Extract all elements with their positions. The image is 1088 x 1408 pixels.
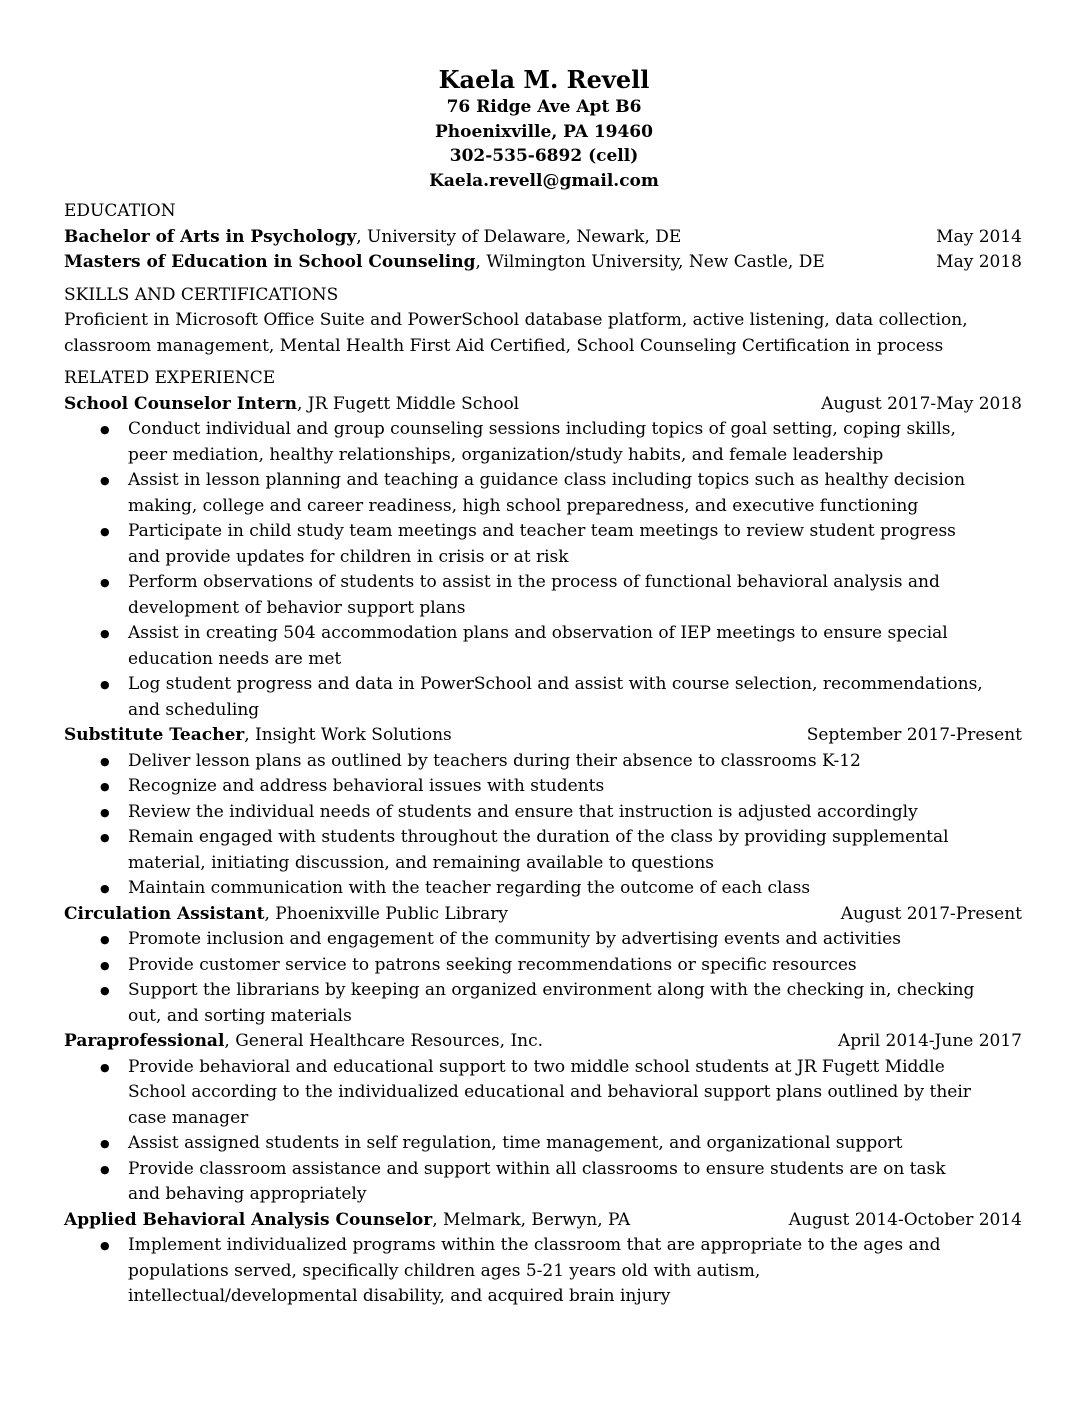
- job-date: August 2017-May 2018: [821, 393, 1022, 414]
- job-date: August 2014-October 2014: [788, 1209, 1022, 1230]
- job-header: [64, 392, 1022, 418]
- bullet-item: [64, 927, 1022, 953]
- bullet-item: [64, 825, 1022, 876]
- bullet-line: and scheduling: [128, 699, 260, 720]
- job-role: Circulation Assistant: [64, 903, 265, 924]
- job-role: Substitute Teacher: [64, 725, 245, 745]
- bullet-line: case manager: [128, 1107, 249, 1128]
- education-item: [64, 225, 1022, 251]
- bullet-item: [64, 1157, 1022, 1208]
- job-bullets: [64, 1055, 1022, 1208]
- address-line-2: Phoenixville, PA 19460: [435, 121, 653, 142]
- bullet-item: [64, 953, 1022, 979]
- degree: Bachelor of Arts in Psychology: [64, 226, 357, 247]
- bullet-item: [64, 978, 1022, 1029]
- job-bullets: [64, 1233, 1022, 1310]
- job-bullets: [64, 417, 1022, 723]
- skills-line: Proficient in Microsoft Office Suite and PowerSchool database platform, active listening, data collection,: [64, 310, 968, 330]
- candidate-name: Kaela M. Revell: [438, 65, 650, 94]
- school: , University of Delaware, Newark, DE: [356, 226, 682, 247]
- bullet-item: [64, 519, 1022, 570]
- phone-number: 302-535-6892 (cell): [449, 146, 639, 166]
- bullet-line: development of behavior support plans: [128, 597, 466, 618]
- bullet-item: [64, 417, 1022, 468]
- bullet-line: ● Recognize and address behavioral issues with students: [128, 776, 605, 796]
- bullet-line: making, college and career readiness, high school preparedness, and executive functioning: [128, 495, 919, 516]
- bullet-line: material, initiating discussion, and remaining available to questions: [128, 852, 715, 873]
- bullet-line: ● Perform observations of students to assist in the process of functional behavioral analysis and: [128, 572, 940, 592]
- education-date: May 2018: [936, 252, 1022, 272]
- bullet-line: ● Promote inclusion and engagement of the community by advertising events and activities: [128, 929, 901, 949]
- job-date: April 2014-June 2017: [837, 1031, 1022, 1051]
- job-organization: , Insight Work Solutions: [244, 725, 452, 745]
- school: , Wilmington University, New Castle, DE: [475, 252, 825, 272]
- job-role: Paraprofessional: [64, 1031, 225, 1051]
- job-header: [64, 723, 1022, 749]
- bullet-line: ● Participate in child study team meetings and teacher team meetings to review student progress: [128, 521, 956, 541]
- job-date: September 2017-Present: [806, 725, 1022, 745]
- bullet-item: [64, 1131, 1022, 1157]
- job-bullets: [64, 927, 1022, 1029]
- degree: Masters of Education in School Counseling: [64, 252, 476, 272]
- resume-body: [64, 199, 1022, 1310]
- job-role: School Counselor Intern: [64, 393, 297, 414]
- bullet-line: ● Provide behavioral and educational support to two middle school students at JR Fugett Middle: [128, 1056, 945, 1077]
- experience-list: [64, 392, 1022, 1310]
- bullet-line: populations served, specifically children ages 5-21 years old with autism,: [128, 1260, 761, 1281]
- job-header: [64, 1029, 1022, 1055]
- bullet-item: [64, 468, 1022, 519]
- bullet-line: and behaving appropriately: [128, 1184, 367, 1204]
- bullet-item: [64, 621, 1022, 672]
- bullet-line: peer mediation, healthy relationships, organization/study habits, and female leadership: [128, 444, 884, 465]
- bullet-line: ● Assist assigned students in self regulation, time management, and organizational support: [128, 1133, 903, 1153]
- bullet-line: education needs are met: [128, 648, 342, 669]
- bullet-line: ● Log student progress and data in PowerSchool and assist with course selection, recommendations,: [128, 674, 983, 694]
- bullet-item: [64, 570, 1022, 621]
- address-line-1: 76 Ridge Ave Apt B6: [446, 97, 642, 117]
- bullet-line: ● Conduct individual and group counseling sessions including topics of goal setting, coping skills,: [128, 419, 956, 439]
- job-organization: , Melmark, Berwyn, PA: [432, 1209, 631, 1230]
- email-address: Kaela.revell@gmail.com: [429, 170, 659, 191]
- bullet-line: ● Provide customer service to patrons seeking recommendations or specific resources: [128, 954, 857, 975]
- job-header: [64, 902, 1022, 928]
- job-organization: , Phoenixville Public Library: [264, 903, 509, 924]
- bullet-item: [64, 876, 1022, 902]
- education-item: [64, 250, 1022, 276]
- bullet-line: ● Remain engaged with students throughout the duration of the class by providing supplemental: [128, 827, 949, 847]
- bullet-item: [64, 1055, 1022, 1132]
- bullet-line: ● Maintain communication with the teacher regarding the outcome of each class: [128, 878, 811, 898]
- bullet-item: [64, 800, 1022, 826]
- bullet-line: and provide updates for children in crisis or at risk: [128, 546, 569, 567]
- job-header: [64, 1208, 1022, 1234]
- education-date: May 2014: [936, 226, 1022, 247]
- job-organization: , General Healthcare Resources, Inc.: [224, 1031, 544, 1051]
- bullet-line: ● Review the individual needs of students and ensure that instruction is adjusted accordingly: [128, 801, 918, 822]
- bullet-line: ● Assist in creating 504 accommodation plans and observation of IEP meetings to ensure special: [128, 623, 948, 643]
- bullet-line: ● Deliver lesson plans as outlined by teachers during their absence to classrooms K-12: [128, 750, 861, 771]
- bullet-item: [64, 1233, 1022, 1310]
- bullet-item: [64, 672, 1022, 723]
- resume-header: [0, 65, 1088, 193]
- bullet-line: School according to the individualized educational and behavioral support plans outlined by their: [128, 1082, 971, 1102]
- job-bullets: [64, 749, 1022, 902]
- bullet-line: ● Support the librarians by keeping an organized environment along with the checking in, checking: [128, 980, 975, 1000]
- bullet-item: [64, 774, 1022, 800]
- job-date: August 2017-Present: [840, 903, 1022, 924]
- job-role: Applied Behavioral Analysis Counselor: [64, 1209, 433, 1230]
- bullet-line: ● Implement individualized programs within the classroom that are appropriate to the ages and: [128, 1235, 941, 1255]
- skills-heading: SKILLS AND CERTIFICATIONS: [64, 284, 339, 305]
- bullet-line: intellectual/developmental disability, and acquired brain injury: [128, 1286, 671, 1306]
- skills-line: classroom management, Mental Health First Aid Certified, School Counseling Certification in process: [64, 335, 944, 356]
- experience-heading: RELATED EXPERIENCE: [64, 368, 276, 388]
- bullet-item: [64, 749, 1022, 775]
- education-heading: EDUCATION: [64, 201, 176, 221]
- bullet-line: ● Assist in lesson planning and teaching a guidance class including topics such as healthy decision: [128, 470, 966, 490]
- bullet-line: ● Provide classroom assistance and support within all classrooms to ensure students are on task: [128, 1158, 946, 1179]
- bullet-line: out, and sorting materials: [128, 1005, 352, 1026]
- job-organization: , JR Fugett Middle School: [297, 393, 520, 414]
